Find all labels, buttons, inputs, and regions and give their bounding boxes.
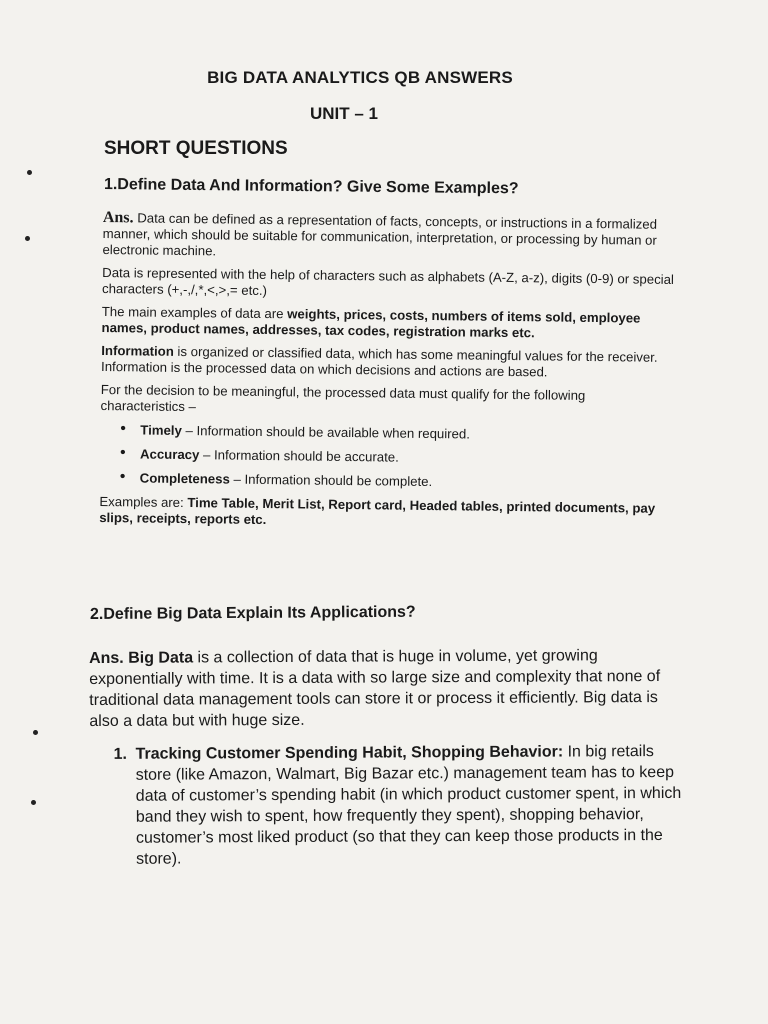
characteristics-list <box>120 422 673 493</box>
margin-mark <box>25 236 30 241</box>
list-item: 1. Tracking Customer Spending Habit, Shopping Behavior: In big retails store (like Amazon, Walmart, Big Bazar etc.) management team has to keep data of customer’s spending habit (in which product customer spent, in which band they wish to spent, how frequently they spent), shopping behavior, customer’s most liked product (so that they can keep those products in the store). <box>113 743 682 868</box>
list-item: • Completeness – Information should be complete. <box>120 470 672 493</box>
answer-1-para-3: The main examples of data are weights, prices, costs, numbers of items sold, employee names, product names, addresses, tax codes, registration marks etc. <box>101 303 641 341</box>
margin-mark <box>27 170 32 175</box>
examples-para: Examples are: Time Table, Merit List, Report card, Headed tables, printed documents, pay slips, receipts, reports etc. <box>99 493 656 528</box>
ans-label: Ans. <box>102 209 134 227</box>
unit-heading: UNIT – 1 <box>310 104 379 123</box>
applications-list <box>90 741 691 870</box>
answer-2-para-1: Ans. Big Data is a collection of data that is huge in volume, yet growing exponentially with time. It is a data with so large size and complexity that none of traditional data management tools can store it or process it efficiently. Big data is also a data but with huge size. <box>89 647 661 730</box>
answer-1-para-4: Information is organized or classified data, which has some meaningful values for the receiver. Information is the processed data on which decisions and actions are based. <box>100 342 658 380</box>
answer-1-para-5: For the decision to be meaningful, the processed data must qualify for the following characteristics – <box>100 381 586 415</box>
list-item: • Timely – Information should be available when required. <box>120 422 672 445</box>
margin-mark <box>33 730 38 735</box>
document-title: BIG DATA ANALYTICS QB ANSWERS <box>207 68 513 87</box>
answer-1-para-2: Data is represented with the help of characters such as alphabets (A-Z, a-z), digits (0-9) or special characters (+,-,/,*,<,>,= etc.) <box>101 264 675 299</box>
section-heading: SHORT QUESTIONS <box>104 138 288 159</box>
answer-1 <box>99 210 675 540</box>
question-1-heading: 1.Define Data And Information? Give Some Examples? <box>103 176 519 198</box>
margin-mark <box>31 800 36 805</box>
answer-1-para-1: Ans. Data can be defined as a representation of facts, concepts, or instructions in a formalized manner, which should be suitable for communication, interpretation, or processing by human or electronic machine. <box>102 209 658 259</box>
list-item: • Accuracy – Information should be accurate. <box>120 446 672 469</box>
answer-2 <box>89 645 690 870</box>
question-2-heading: 2.Define Big Data Explain Its Applications? <box>89 603 416 623</box>
